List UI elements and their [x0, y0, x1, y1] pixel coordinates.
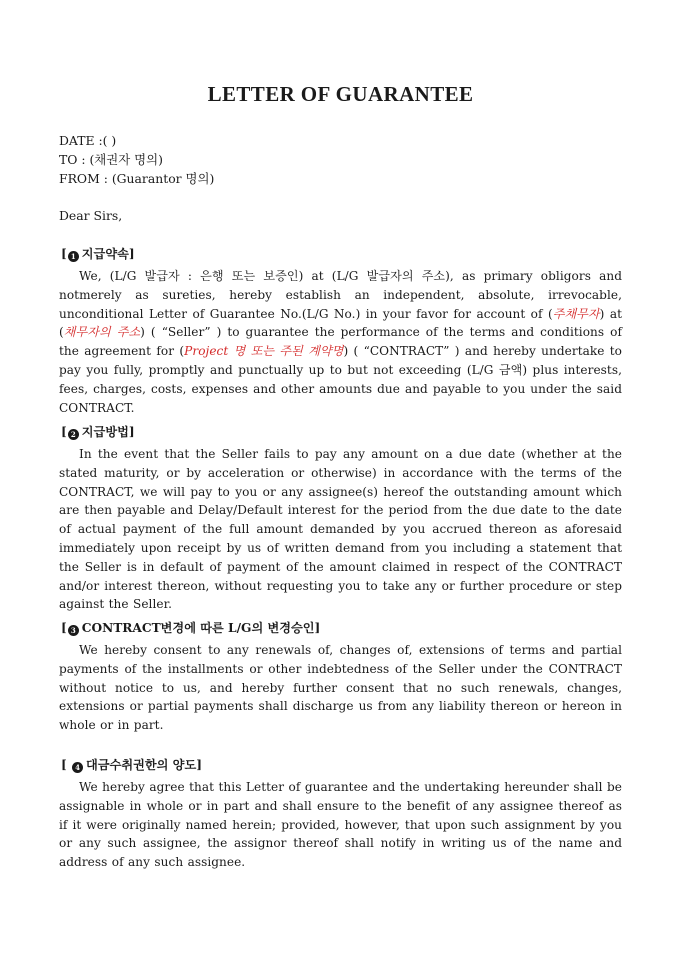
section-paragraph: We hereby agree that this Letter of guarantee and the undertaking hereunder shall be assignable in whole or in part and shall ensure to the benefit of any assignee thereof as if it were originally named herein; provided, however, that upon such assignment by you or any such assignee, the assignor thereof shall notify in writing us of the name and address of any such assignee.	[59, 780, 622, 870]
paragraph-text: ) ( “Seller” ) to guarantee the performance of the terms and conditions of the agreement for (	[59, 325, 622, 359]
heading-text: 대금수취권한의 양도]	[86, 758, 202, 772]
paragraph-text: ) ( “CONTRACT” ) and hereby undertake to pay you fully, promptly and punctually up to but not exceeding (L/G 금액) plus interests, fees, charges, costs, expenses and other amounts due and payable to you under the said CONTRACT.	[59, 344, 623, 415]
salutation: Dear Sirs,	[59, 208, 123, 223]
section-heading	[61, 423, 622, 442]
section-heading	[61, 245, 622, 264]
from-line: FROM : (Guarantor 명의)	[59, 171, 215, 186]
section-assignment	[59, 756, 622, 872]
numbered-bullet-icon: 1	[68, 251, 79, 262]
heading-bracket: [	[61, 621, 67, 635]
debtor-address-placeholder: 채무자의 주소	[63, 325, 141, 340]
section-heading	[61, 756, 622, 775]
date-line: DATE :( )	[59, 133, 117, 148]
letter-meta	[59, 131, 214, 188]
heading-bracket: [	[61, 425, 67, 439]
numbered-bullet-icon: 3	[68, 625, 79, 636]
heading-text: 지급약속]	[81, 247, 135, 261]
project-name-placeholder: Project 명 또는 주된 계약명	[184, 344, 344, 359]
section-paragraph: We hereby consent to any renewals of, changes of, extensions of terms and partial payments of the installments or other indebtedness of the Seller under the CONTRACT without notice to us, and hereby further consent that no such renewals, changes, extensions or partial payments shall discharge us from any liability thereon or hereon in whole or in part.	[59, 643, 622, 733]
heading-text: 지급방법]	[81, 425, 135, 439]
heading-text: CONTRACT변경에 따른 L/G의 변경승인]	[81, 621, 321, 635]
letter-page	[59, 0, 622, 962]
section-payment-promise	[59, 245, 622, 417]
paragraph-text: We, (L/G 발급자 : 은행 또는 보증인) at (L/G 발급자의 주소), as primary obligors and notmerely as sureties, hereby establish an independent, absolute, irrevocable, unconditional Letter of Guarantee No.(L/G No.) in your favor for account of (	[59, 269, 622, 321]
numbered-bullet-icon: 2	[68, 429, 79, 440]
document-title: LETTER OF GUARANTEE	[207, 82, 474, 106]
to-line: TO : (채권자 명의)	[59, 152, 163, 167]
debtor-placeholder: 주채무자	[552, 306, 600, 321]
section-contract-change-approval	[59, 619, 622, 735]
numbered-bullet-icon: 4	[72, 762, 83, 773]
section-heading	[61, 619, 622, 638]
section-payment-method	[59, 423, 622, 614]
section-paragraph: In the event that the Seller fails to pay any amount on a due date (whether at the stated maturity, or by acceleration or otherwise) in accordance with the terms of the CONTRACT, we will pay to you or any assignee(s) hereof the outstanding amount which are then payable and Delay/Default interest for the period from the due date to the date of actual payment of the full amount demanded by you accrued thereon as aforesaid immediately upon receipt by us of written demand from you including a statement that the Seller is in default of payment of the amount claimed in respect of the CONTRACT and/or interest thereon, without requesting you to take any or further procedure or step against the Seller.	[59, 447, 622, 612]
paragraph-text: ) at (	[59, 306, 622, 340]
heading-bracket: [	[61, 247, 67, 261]
section-paragraph	[59, 267, 622, 417]
heading-bracket: [	[61, 758, 72, 772]
